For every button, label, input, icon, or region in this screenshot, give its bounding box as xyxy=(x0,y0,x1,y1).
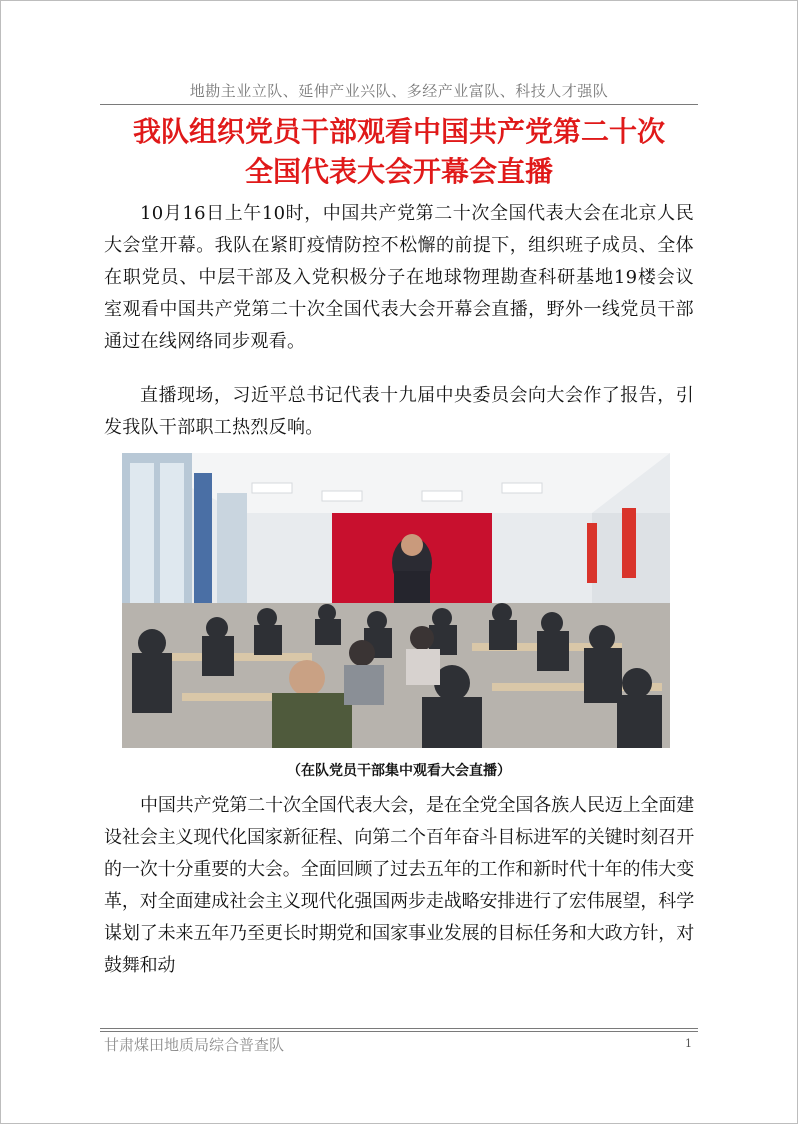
paragraph-1: 10月16日上午10时，中国共产党第二十次全国代表大会在北京人民大会堂开幕。我队在紧盯疫情防控不松懈的前提下，组织班子成员、全体在职党员、中层干部及入党积极分子在地球物理勘查科研基地19楼会议室观看中国共产党第二十次全国代表大会开幕会直播，野外一线党员干部通过在线网络同步观看。 xyxy=(104,203,694,352)
meeting-photo xyxy=(122,453,670,748)
page-number: 1 xyxy=(685,1037,692,1050)
paragraph-2: 直播现场，习近平总书记代表十九届中央委员会向大会作了报告，引发我队干部职工热烈反响。 xyxy=(104,385,694,438)
footer-organization: 甘肃煤田地质局综合普查队 xyxy=(104,1036,285,1054)
title-line-1: 我队组织党员干部观看中国共产党第二十次 xyxy=(132,115,665,148)
photo-caption: （在队党员干部集中观看大会直播） xyxy=(287,763,511,779)
article-title xyxy=(100,112,698,192)
title-line-2: 全国代表大会开幕会直播 xyxy=(244,155,553,188)
header-slogan: 地勘主业立队、延伸产业兴队、多经产业富队、科技人才强队 xyxy=(189,82,609,100)
paragraph-3: 中国共产党第二十次全国代表大会，是在全党全国各族人民迈上全面建设社会主义现代化国家新征程、向第二个百年奋斗目标进军的关键时刻召开的一次十分重要的大会。全面回顾了过去五年的工作和新时代十年的伟大变革，对全面建成社会主义现代化强国两步走战略安排进行了宏伟展望，科学谋划了未来五年乃至更长时期党和国家事业发展的目标任务和大政方针，对鼓舞和动 xyxy=(104,795,694,976)
header-rule xyxy=(100,104,698,105)
meeting-photo-illustration xyxy=(122,453,670,748)
footer-rule xyxy=(100,1028,698,1032)
